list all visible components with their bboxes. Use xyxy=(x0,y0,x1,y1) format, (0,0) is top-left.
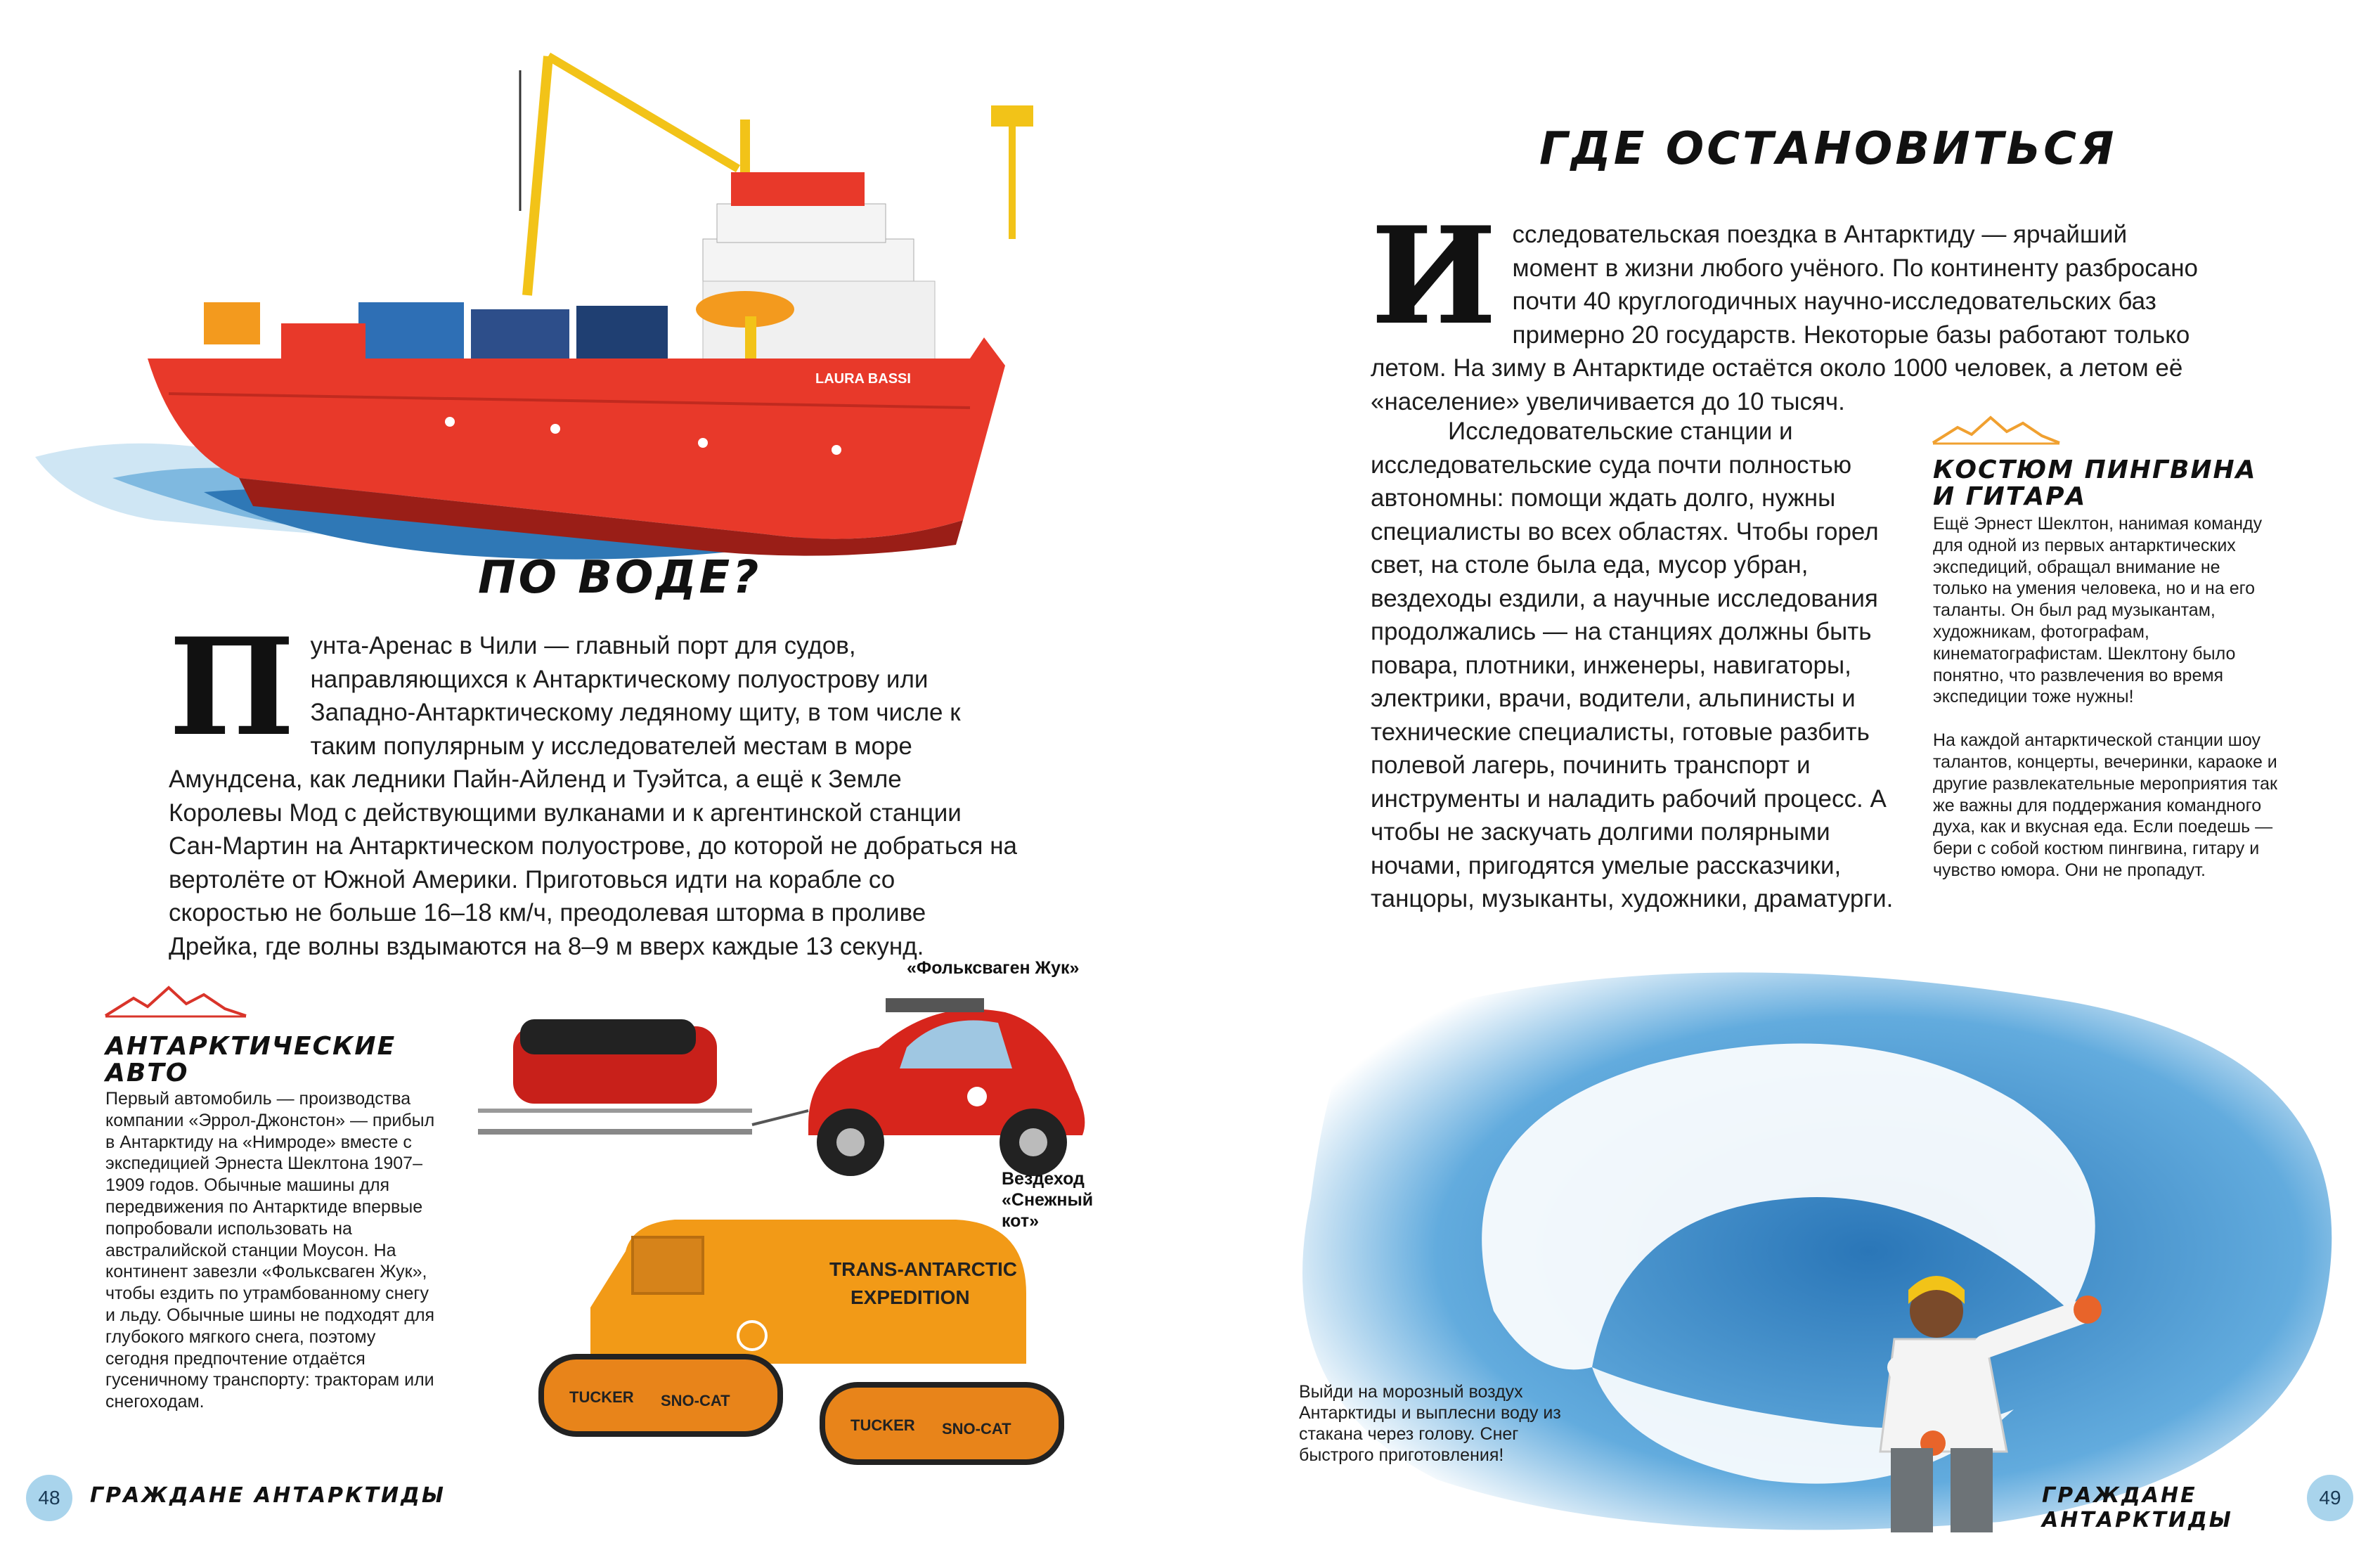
right-footer: ГРАЖДАНЕ АНТАРКТИДЫ xyxy=(2042,1483,2233,1532)
right-sidebar-paragraph-2: На каждой антарктической станции шоу талантов, концерты, вечеринки, караоке и другие развлекательные мероприятия так же важны для поддержания командного духа, как и вкусная еда. Если поедешь — бери с собой костюм пингвина, гитару и чувство юмора. Они не пропадут. xyxy=(1933,730,2277,880)
left-sidebar-title-line1: АНТАРКТИЧЕСКИЕ xyxy=(105,1032,396,1061)
ship-illustration xyxy=(28,28,1082,576)
left-footer: ГРАЖДАНЕ АНТАРКТИДЫ xyxy=(90,1483,446,1508)
right-section-title: ГДЕ ОСТАНОВИТЬСЯ xyxy=(1539,123,2117,175)
track-label-1: TUCKER xyxy=(569,1388,634,1406)
right-intro-text xyxy=(1371,198,2207,418)
right-sidebar-text xyxy=(1933,513,2277,881)
snowcat-label-line2: EXPEDITION xyxy=(851,1286,970,1308)
right-second-paragraph: Исследовательские станции и исследовательские суда почти полностью автономны: помощи ждать долго, нужны специалисты во всех областях. Чтобы горел свет, на столе была еда, мусор убран, вездеходы ездили, а научные исследования продолжались — на станциях должны быть повара, плотники, инженеры, навигаторы, электрики, врачи, водители, альпинисты и технические специалисты, готовые разбить полевой лагерь, починить транспорт и инструменты и наладить рабочий процесс. А чтобы не заскучать долгими полярными ночами, пригодятся умелые рассказчики, танцоры, музыканты, художники, драматурги. xyxy=(1371,418,1894,912)
ship-name: LAURA BASSI xyxy=(815,371,911,387)
track-label-2: SNO-CAT xyxy=(661,1392,730,1409)
snow-caption: Выйди на морозный воздух Антарктиды и выплесни воду из стакана через голову. Снег быстрого приготовления! xyxy=(1299,1382,1561,1465)
snowcat-illustration xyxy=(534,1209,1068,1483)
snowcat-caption-line3: кот» xyxy=(1002,1211,1039,1231)
page-number-right: 49 xyxy=(2307,1475,2353,1521)
left-intro-text xyxy=(169,609,1019,963)
left-section-title: ПО ВОДЕ? xyxy=(478,552,762,604)
snowcat-label-line1: TRANS-ANTARCTIC xyxy=(829,1258,1017,1280)
left-dropcap: П xyxy=(169,609,295,766)
right-intro-paragraph: сследовательская поездка в Антарктиду — ярчайший момент в жизни любого учёного. По континенту разбросано почти 40 круглогодичных научно-исследовательских баз примерно 20 государств. Некоторые базы работают только летом. На зиму в Антарктиде остаётся около 1000 человек, а летом её «население» увеличивается до 10 тысяч. xyxy=(1371,221,2199,415)
mountain-decoration-left xyxy=(105,984,246,1019)
right-second-text xyxy=(1371,415,1898,916)
mountain-decoration-right xyxy=(1933,415,2059,446)
track-label-3: TUCKER xyxy=(851,1416,915,1434)
beetle-caption: «Фольксваген Жук» xyxy=(907,958,1080,978)
snowcat-caption-line2: «Снежный xyxy=(1002,1190,1094,1210)
right-sidebar-paragraph-1: Ещё Эрнест Шеклтон, нанимая команду для одной из первых антарктических экспедиций, обращал внимание не только на умения человека, но и на его таланты. Он был рад музыкантам, художникам, фотографам, кинематографистам. Шеклтону было понятно, что развлечения во время экспедиции тоже нужны! xyxy=(1933,514,2263,707)
page-number-left: 48 xyxy=(26,1475,72,1521)
right-sidebar-title-line1: КОСТЮМ ПИНГВИНА xyxy=(1933,456,2257,484)
right-dropcap: И xyxy=(1371,198,1497,354)
left-sidebar-title xyxy=(105,1033,396,1087)
right-sidebar-title xyxy=(1933,457,2257,510)
left-sidebar-title-line2: АВТО xyxy=(105,1059,189,1087)
right-sidebar-title-line2: И ГИТАРА xyxy=(1933,482,2087,511)
left-sidebar-text: Первый автомобиль — производства компании «Эррол-Джонстон» — прибыл в Антарктиду на «Нимроде» вместе с экспедицией Эрнеста Шеклтона 1907–1909 годов. Обычные машины для передвижения по Антарктиде впервые попробовали использовать на австралийской станции Моусон. На континент завезли «Фольксваген Жук», чтобы ездить по утрамбованному снегу и льду. Обычные шины не подходят для глубокого мягкого снега, поэтому сегодня предпочтение отдаётся гусеничному транспорту: тракторам или снегоходам. xyxy=(105,1089,435,1412)
track-label-4: SNO-CAT xyxy=(942,1420,1011,1438)
snowcat-caption-line1: Вездеход xyxy=(1002,1169,1085,1189)
left-intro-paragraph: унта-Аренас в Чили — главный порт для судов, направляющихся к Антарктическому полуострову или Западно-Антарктическому ледяному щиту, в том числе к таким популярным у исследователей местам в море Амундсена, как ледники Пайн-Айленд и Туэйтса, а ещё к Земле Королевы Мод с действующими вулканами и к аргентинской станции Сан-Мартин на Антарктическом полуострове, до которой не добраться на вертолёте от Южной Америки. Приготовься идти на корабле со скоростью не больше 16–18 км/ч, преодолевая шторма в проливе Дрейка, где волны вздымаются на 8–9 м вверх каждые 13 секунд. xyxy=(169,632,1018,960)
